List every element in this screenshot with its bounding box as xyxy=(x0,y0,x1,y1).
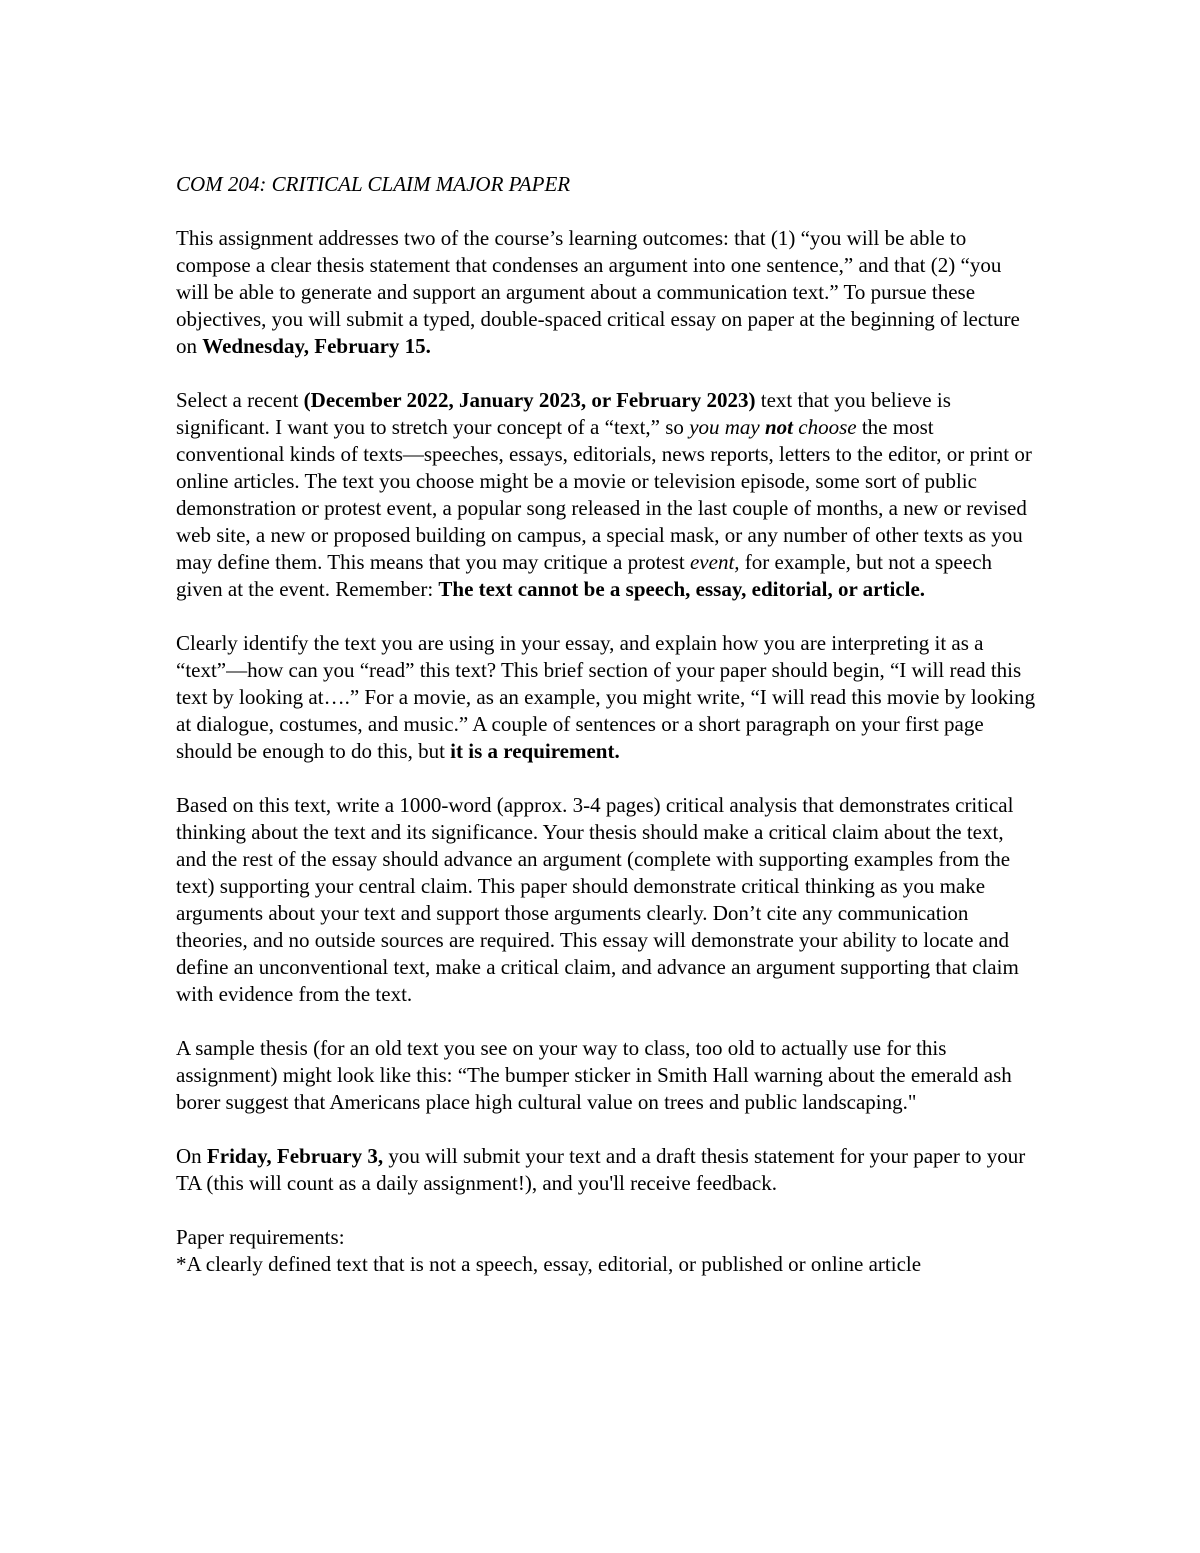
paragraph-analysis: Based on this text, write a 1000-word (approx. 3-4 pages) critical analysis that demonstrates critical thinking about the text and its significance. Your thesis should make a critical claim about the text, and the rest of the essay should advance an argument (complete with supporting examples from the text) supporting your central claim. This paper should demonstrate critical thinking as you make arguments about your text and support those arguments clearly. Don’t cite any communication theories, and no outside sources are required. This essay will demonstrate your ability to locate and define an unconventional text, make a critical claim, and advance an argument supporting that claim with evidence from the text. xyxy=(176,793,1019,1006)
draft-date: Friday, February 3, xyxy=(206,1144,384,1168)
requirements-heading: Paper requirements: xyxy=(176,1225,345,1249)
emphasis-text xyxy=(689,415,856,439)
paragraph-text: you will submit your text and a draft thesis statement for your paper to your TA (this will count as a daily assignment!), and you'll receive feedback. xyxy=(176,1144,1026,1195)
requirement-emphasis: it is a requirement. xyxy=(450,739,620,763)
emphasis-part: you may xyxy=(689,415,765,439)
requirement-item: *A clearly defined text that is not a speech, essay, editorial, or published or online article xyxy=(176,1252,922,1276)
document-title: COM 204: CRITICAL CLAIM MAJOR PAPER xyxy=(176,172,571,196)
document-body xyxy=(176,171,1036,1278)
paragraph-text: This assignment addresses two of the course’s learning outcomes: that (1) “you will be able to compose a clear thesis statement that condenses an argument into one sentence,” and that (2) “you will be able to generate and support an argument about a communication text.” To pursue these objectives, you will submit a typed, double-spaced critical essay on paper at the beginning of lecture on xyxy=(176,226,1020,358)
paragraph-text-selection xyxy=(176,387,1036,603)
due-date: Wednesday, February 15. xyxy=(202,334,431,358)
emphasis-event: event, xyxy=(689,550,740,574)
paragraph-sample-thesis: A sample thesis (for an old text you see on your way to class, too old to actually use for this assignment) might look like this: “The bumper sticker in Smith Hall warning about the emerald ash borer suggest that Americans place high cultural value on trees and public landscaping." xyxy=(176,1036,1012,1114)
paragraph-identify-text xyxy=(176,630,1036,765)
paragraph-text: for example, but not a speech given at the event. Remember: xyxy=(176,550,993,601)
paragraph-text: On xyxy=(176,1144,207,1168)
emphasis-not: not xyxy=(765,415,794,439)
paragraph-text: Select a recent xyxy=(176,388,304,412)
paragraph-learning-outcomes xyxy=(176,225,1036,360)
paragraph-text: text that you believe is significant. I want you to stretch your concept of a “text,” so xyxy=(176,388,951,439)
paragraph-text: Clearly identify the text you are using in your essay, and explain how you are interpreting it as a “text”—how can you “read” this text? This brief section of your paper should begin, “I will read this text by looking at….” For a movie, as an example, you might write, “I will read this movie by looking at dialogue, costumes, and music.” A couple of sentences or a short paragraph on your first page should be enough to do this, but xyxy=(176,631,1036,763)
date-range: (December 2022, January 2023, or February 2023) xyxy=(303,388,756,412)
paragraph-draft-due xyxy=(176,1143,1036,1197)
emphasis-part: choose xyxy=(793,415,857,439)
text-restriction: The text cannot be a speech, essay, editorial, or article. xyxy=(438,577,926,601)
paragraph-text: the most conventional kinds of texts—speeches, essays, editorials, news reports, letters to the editor, or print or online articles. The text you choose might be a movie or television episode, some sort of public demonstration or protest event, a popular song released in the last couple of months, a new or revised web site, a new or proposed building on campus, a special mask, or any number of other texts as you may define them. This means that you may critique a protest xyxy=(176,415,1032,574)
